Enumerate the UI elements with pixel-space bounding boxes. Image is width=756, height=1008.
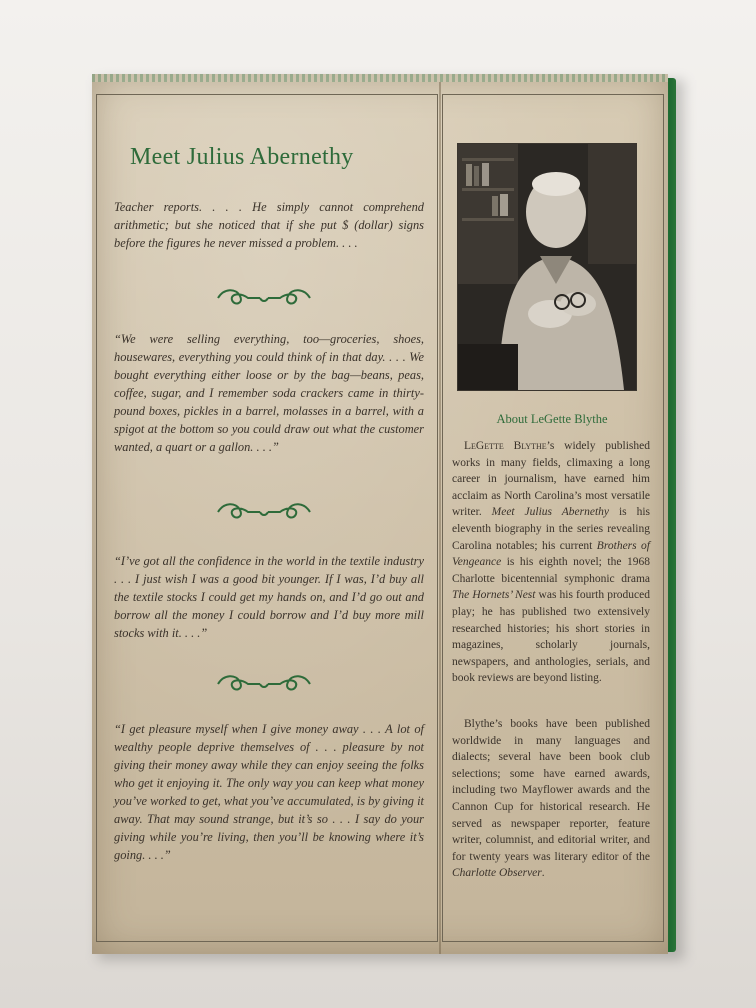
scroll-ornament-icon xyxy=(214,284,314,310)
bio-text: is his eighth novel; the 1968 Charlotte bicentennial symphonic drama xyxy=(452,556,650,585)
book-title: Brothers of Vengeance xyxy=(452,539,650,569)
author-portrait-image xyxy=(458,144,636,390)
jacket-fold-line xyxy=(439,82,441,954)
scroll-ornament-icon xyxy=(214,498,314,524)
passage-2: “We were selling everything, too—groceries, shoes, housewares, everything you could think of in that day. . . . We bought everything either loose or by the bag—beans, peas, coffee, sugar, and I remember soda crackers came in thirty-pound boxes, pickles in a barrel, molasses in a barrel, with a spigot at the bottom so you could draw out what the customer wanted, a quart or a gallon. . . .” xyxy=(114,332,424,454)
bio-text: ’s widely published works in many fields, climaxing a long career in journalism, have earned him acclaim as North Carolina’s most versatile writer. xyxy=(452,440,650,519)
dust-jacket-back xyxy=(92,74,668,954)
passage-4: “I get pleasure myself when I give money away . . . A lot of wealthy people deprive themselves of . . . pleasure by not giving their money away while they can enjoy seeing the folks who get it enjoying it. The only way you can keep what money you’ve worked to get, what you’ve accumulated, is by giving it away. That may sound strange, but it’s so . . . I say do your giving while you’re living, then you’ll be knowing where it’s going. . . .” xyxy=(114,722,424,862)
book-title: The Hornets’ Nest xyxy=(452,589,536,602)
author-bio-paragraph-1 xyxy=(452,438,650,687)
passage-1: Teacher reports. . . . He simply cannot comprehend arithmetic; but she noticed that if she put $ (dollar) signs before the figures he never missed a problem. . . . xyxy=(114,200,424,250)
bio-text: . xyxy=(541,867,545,880)
left-panel-title: Meet Julius Abernethy xyxy=(130,144,354,170)
bio-text: is his eleventh biography in the series revealing Carolina notables; his current xyxy=(452,506,650,552)
author-photo xyxy=(458,144,636,390)
newspaper-title: Charlotte Observer xyxy=(452,867,542,880)
book-title: Meet Julius Abernethy xyxy=(491,506,610,519)
author-bio-paragraph-2 xyxy=(452,716,650,882)
passage-3: “I’ve got all the confidence in the world in the textile industry . . . I just wish I was a good bit younger. If I was, I’d buy all the textile stocks I could get my hands on, and I’d go out and borrow all the money I could borrow and I’d buy more mill stocks with it. . . .” xyxy=(114,554,424,640)
about-author-heading: About LeGette Blythe xyxy=(496,412,608,426)
author-name: LeGette Blythe xyxy=(464,440,547,452)
bio-text: Blythe’s books have been published worldwide in many languages and dialects; several have been book club selections; some have earned awards, including two Mayflower awards and the Cannon Cup for historical research. He served as newspaper reporter, feature writer, columnist, and editorial writer, and for twenty years was literary editor of the xyxy=(452,718,650,863)
bio-text: was his fourth produced play; he has published two extensively researched histories; his short stories in magazines, scholarly journals, newspapers, and anthologies, serials, and book reviews are beyond listing. xyxy=(452,589,650,685)
scroll-ornament-icon xyxy=(214,670,314,696)
cloth-strip xyxy=(92,74,668,82)
